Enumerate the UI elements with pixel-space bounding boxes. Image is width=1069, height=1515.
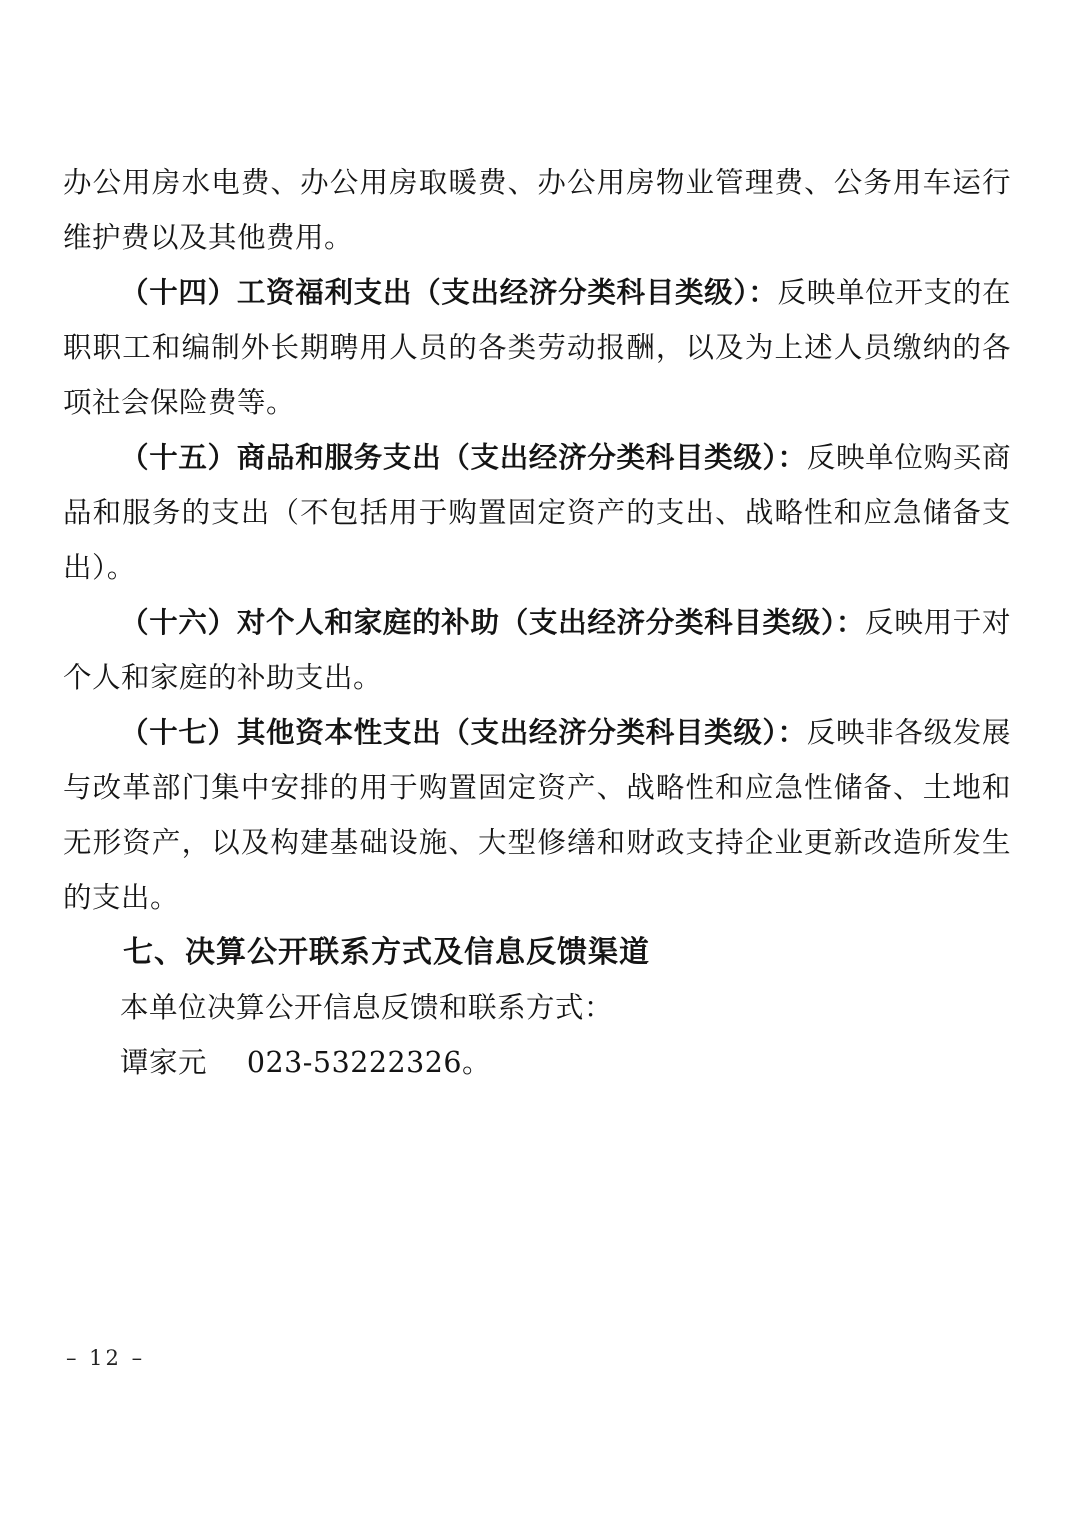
paragraph-item-14 — [63, 265, 1011, 430]
contact-intro: 本单位决算公开信息反馈和联系方式： — [120, 991, 614, 1024]
page-number: – 12 – — [66, 1346, 146, 1370]
contact-name: 谭家元 — [120, 1046, 208, 1079]
paragraph-item-17 — [63, 705, 1011, 925]
document-body — [63, 155, 1011, 1090]
paragraph-lead: （十五）商品和服务支出（支出经济分类科目类级）： — [120, 440, 807, 474]
paragraph-text: 反映单位购买商品和服务的支出（不包括用于购置固定资产的支出、战略性和应急储备支出）。 — [63, 441, 1011, 584]
paragraph-text: 反映非各级发展与改革部门集中安排的用于购置固定资产、战略性和应急性储备、土地和无形资产，以及构建基础设施、大型修缮和财政支持企业更新改造所发生的支出。 — [63, 716, 1011, 914]
paragraph-lead: （十七）其他资本性支出（支出经济分类科目类级）： — [120, 715, 807, 749]
contact-line — [63, 1035, 1011, 1090]
paragraph-lead: （十六）对个人和家庭的补助（支出经济分类科目类级）： — [120, 605, 866, 639]
paragraph-lead: （十四）工资福利支出（支出经济分类科目类级）： — [120, 275, 778, 309]
paragraph-item-16 — [63, 595, 1011, 705]
paragraph-continuation — [63, 155, 1011, 265]
paragraph-text: 办公用房水电费、办公用房取暖费、办公用房物业管理费、公务用车运行维护费以及其他费用。 — [63, 166, 1011, 254]
paragraph-text: 反映单位开支的在职职工和编制外长期聘用人员的各类劳动报酬，以及为上述人员缴纳的各项社会保险费等。 — [63, 276, 1011, 419]
section-heading: 七、决算公开联系方式及信息反馈渠道 — [123, 935, 650, 970]
paragraph-text: 反映用于对个人和家庭的补助支出。 — [63, 606, 1011, 694]
paragraph-item-15 — [63, 430, 1011, 595]
contact-phone: 023-53222326。 — [246, 1046, 491, 1079]
